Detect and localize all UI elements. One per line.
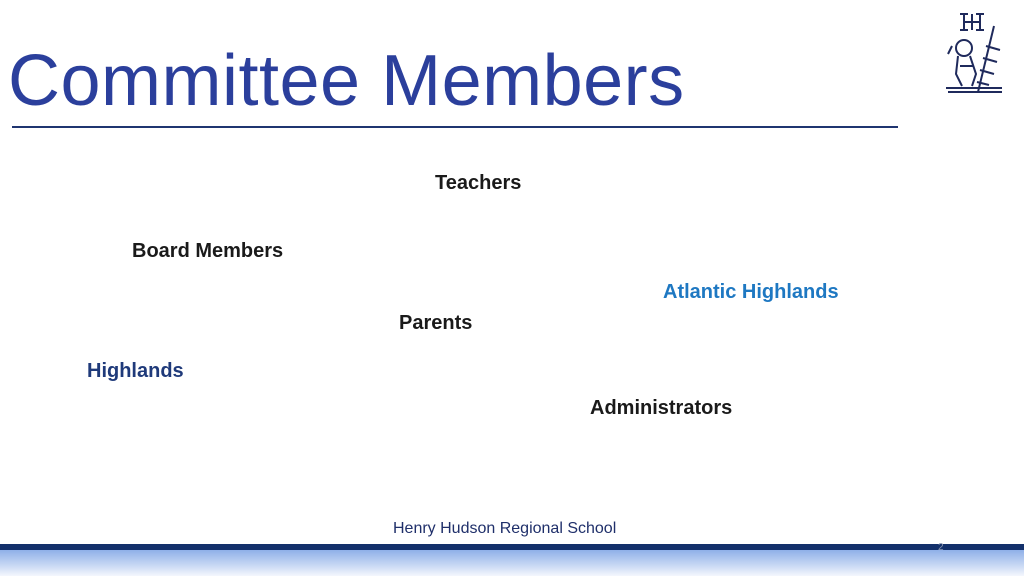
member-atlantic-highlands: Atlantic Highlands — [663, 281, 839, 303]
slide-title: Committee Members — [8, 41, 685, 121]
footer-gradient — [0, 550, 1024, 576]
footer-school-name: Henry Hudson Regional School — [393, 520, 617, 537]
title-underline — [12, 126, 898, 128]
member-administrators: Administrators — [590, 397, 733, 419]
member-highlands: Highlands — [87, 360, 184, 382]
page-number: 2 — [938, 542, 944, 553]
member-teachers: Teachers — [435, 172, 522, 194]
member-board-members: Board Members — [132, 240, 284, 262]
member-parents: Parents — [399, 312, 473, 334]
school-logo — [942, 6, 1008, 98]
